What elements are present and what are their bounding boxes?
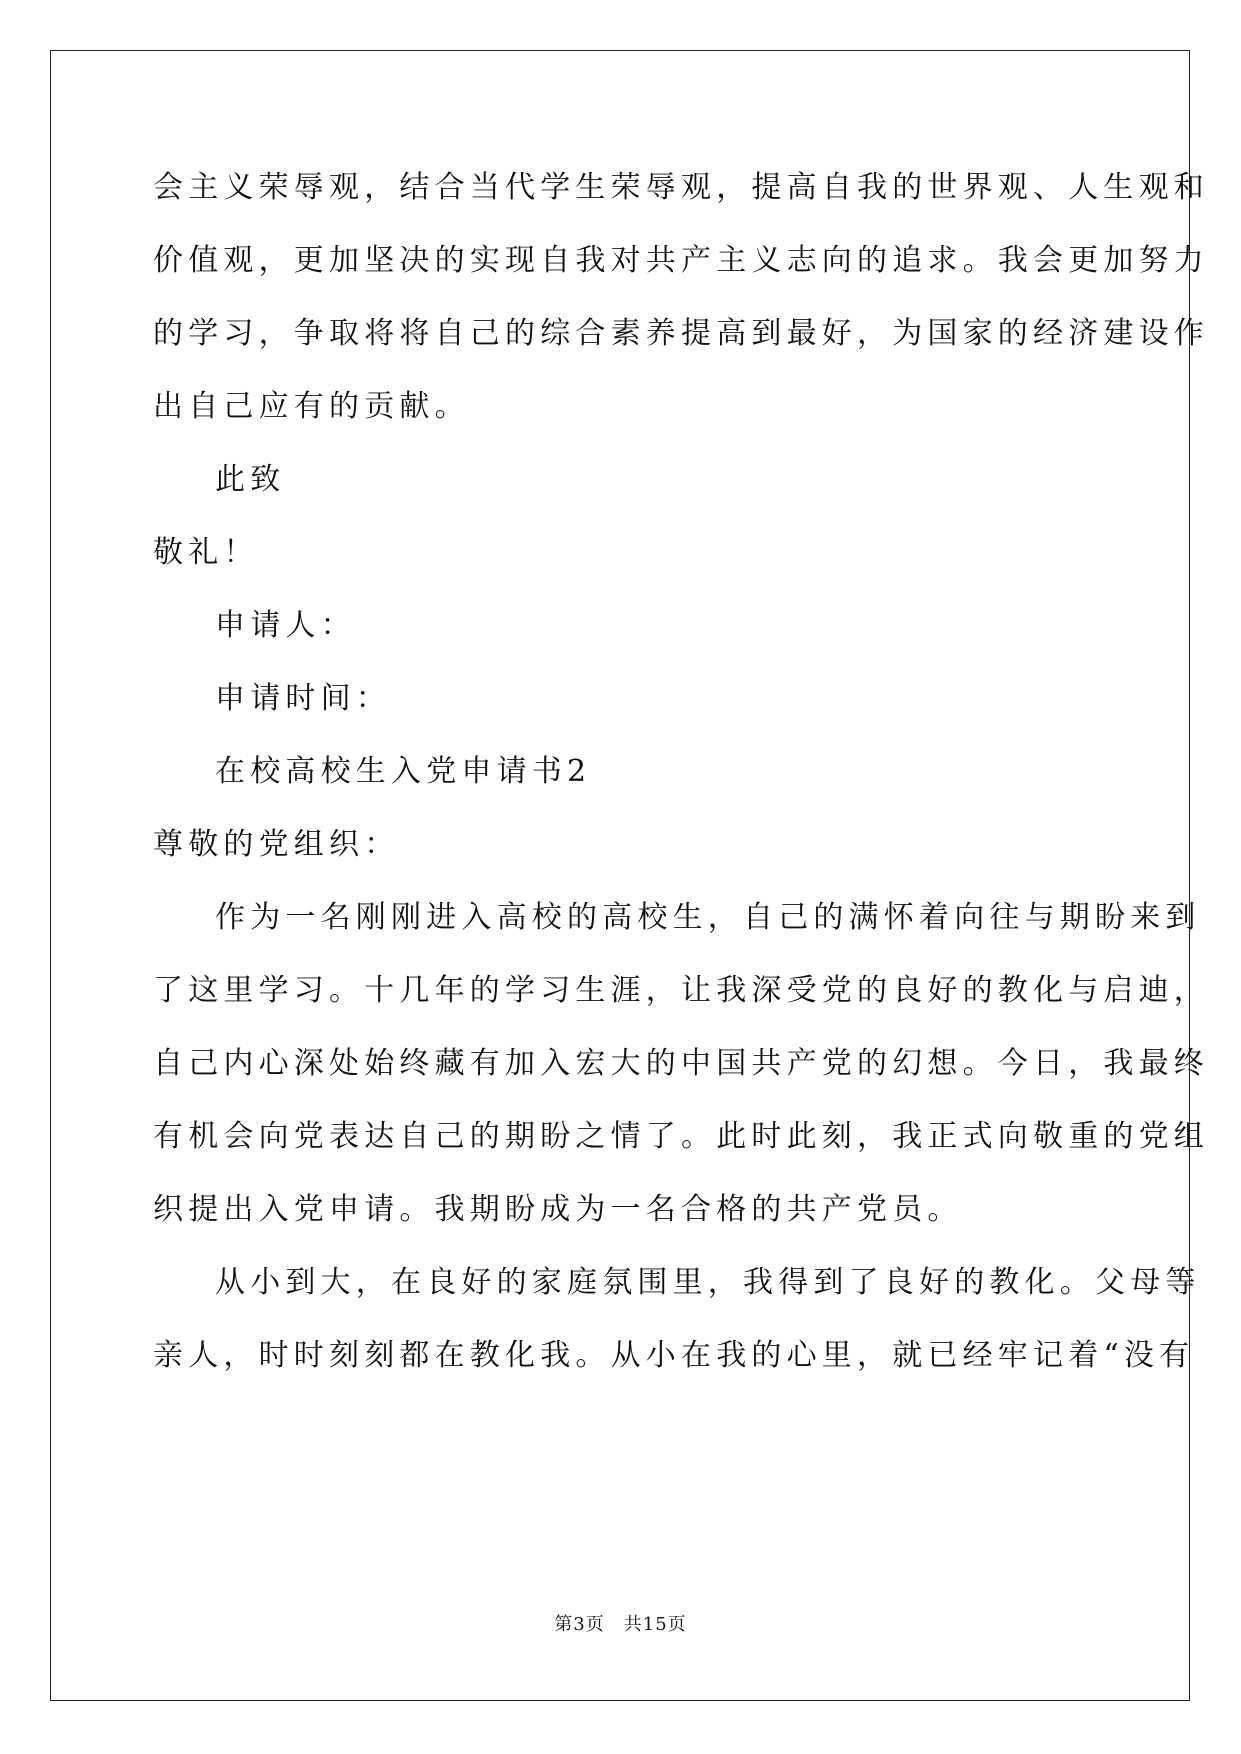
text-line: 自己内心深处始终藏有加入宏大的中国共产党的幻想。今日，我最终 bbox=[153, 1046, 1209, 1081]
text-line: 作为一名刚刚进入高校的高校生，自己的满怀着向往与期盼来到 bbox=[215, 900, 1201, 935]
text-line: 价值观，更加坚决的实现自我对共产主义志向的追求。我会更加努力 bbox=[153, 243, 1209, 278]
page-border bbox=[50, 50, 1190, 1701]
applicant-label: 申请人： bbox=[215, 608, 356, 643]
section-title: 在校高校生入党申请书2 bbox=[215, 754, 592, 789]
text-line: 亲人，时时刻刻都在教化我。从小在我的心里，就已经牢记着“没有 bbox=[153, 1338, 1195, 1373]
text-line: 的学习，争取将将自己的综合素养提高到最好，为国家的经济建设作 bbox=[153, 316, 1209, 351]
text-line: 从小到大，在良好的家庭氛围里，我得到了良好的教化。父母等 bbox=[215, 1265, 1201, 1300]
text-line: 出自己应有的贡献。 bbox=[153, 389, 470, 424]
closing-salutation: 此致 bbox=[215, 462, 286, 497]
text-line: 有机会向党表达自己的期盼之情了。此时此刻，我正式向敬重的党组 bbox=[153, 1119, 1209, 1154]
application-date-label: 申请时间： bbox=[215, 681, 391, 716]
salutation: 尊敬的党组织： bbox=[153, 827, 400, 862]
text-line: 了这里学习。十几年的学习生涯，让我深受党的良好的教化与启迪， bbox=[153, 973, 1209, 1008]
text-line: 会主义荣辱观，结合当代学生荣辱观，提高自我的世界观、人生观和 bbox=[153, 170, 1209, 205]
page-number: 第3页 共15页 bbox=[554, 1614, 687, 1635]
closing-regards: 敬礼！ bbox=[153, 535, 259, 570]
text-line: 织提出入党申请。我期盼成为一名合格的共产党员。 bbox=[153, 1192, 963, 1227]
